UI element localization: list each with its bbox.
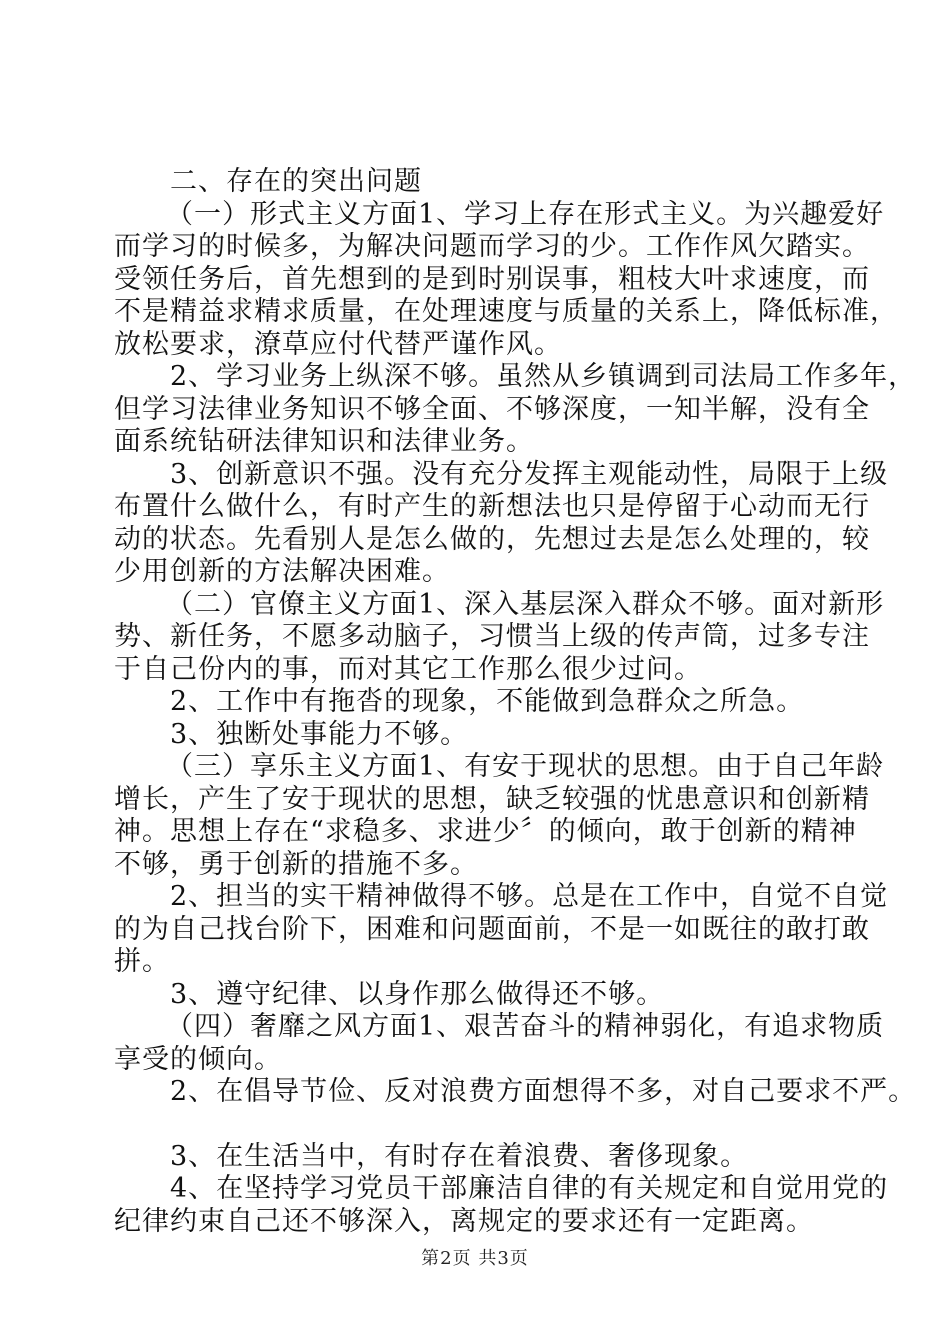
paragraph-line: 于自己份内的事，而对其它工作那么很少过问。 — [114, 653, 702, 685]
paragraph-line: 放松要求，潦草应付代替严谨作风。 — [114, 328, 562, 360]
paragraph-line: （四）奢靡之风方面1、艰苦奋斗的精神弱化，有追求物质 — [166, 1011, 885, 1042]
paragraph-line: 少用创新的方法解决困难。 — [114, 556, 450, 587]
paragraph-line: 的为自己找台阶下，困难和问题面前，不是一如既往的敢打敢 — [114, 913, 870, 945]
paragraph-line: （一）形式主义方面1、学习上存在形式主义。为兴趣爱好 — [166, 198, 885, 230]
paragraph-line: 增长，产生了安于现状的思想，缺乏较强的忧患意识和创新精 — [114, 783, 870, 815]
paragraph-line: 而学习的时候多，为解决问题而学习的少。工作作风欠踏实。 — [114, 231, 870, 262]
paragraph-line: 受领任务后，首先想到的是到时别误事，粗枝大叶求速度，而 — [114, 263, 870, 295]
paragraph-line: 布置什么做什么，有时产生的新想法也只是停留于心动而无行 — [114, 491, 870, 522]
paragraph-line: 3、遵守纪律、以身作那么做得还不够。 — [170, 978, 665, 1010]
paragraph-line: 3、独断处事能力不够。 — [170, 718, 469, 750]
section-heading: 二、存在的突出问题 — [170, 166, 422, 197]
paragraph-line: 不是精益求精求质量，在处理速度与质量的关系上，降低标准， — [114, 296, 898, 327]
paragraph-line: 3、在生活当中，有时存在着浪费、奢侈现象。 — [170, 1140, 749, 1172]
paragraph-line: （三）享乐主义方面1、有安于现状的思想。由于自己年龄 — [166, 751, 885, 782]
paragraph-line: 纪律约束自己还不够深入，离规定的要求还有一定距离。 — [114, 1205, 814, 1237]
paragraph-line: （二）官僚主义方面1、深入基层深入群众不够。面对新形 — [166, 588, 885, 620]
paragraph-line: 2、在倡导节俭、反对浪费方面想得不多，对自己要求不严。 — [170, 1076, 917, 1107]
paragraph-line: 动的状态。先看别人是怎么做的，先想过去是怎么处理的，较 — [114, 523, 870, 555]
paragraph-line: 拼。 — [114, 946, 170, 977]
paragraph-line: 4、在坚持学习党员干部廉洁自律的有关规定和自觉用党的 — [170, 1173, 889, 1204]
blank-line — [114, 1109, 854, 1141]
document-body — [114, 166, 917, 1238]
paragraph-line: 2、工作中有拖沓的现象，不能做到急群众之所急。 — [170, 686, 805, 717]
paragraph-line: 神。思想上存在“求稳多、求进少〞的倾向，敢于创新的精神 — [114, 816, 857, 847]
paragraph-line: 享受的倾向。 — [114, 1043, 282, 1075]
paragraph-line: 但学习法律业务知识不够全面、不够深度，一知半解，没有全 — [114, 393, 870, 425]
paragraph-line: 3、创新意识不强。没有充分发挥主观能动性，局限于上级 — [170, 458, 889, 490]
paragraph-line: 2、担当的实干精神做得不够。总是在工作中，自觉不自觉 — [170, 881, 889, 912]
paragraph-line: 面系统钻研法律知识和法律业务。 — [114, 426, 534, 457]
paragraph-line: 不够，勇于创新的措施不多。 — [114, 848, 478, 880]
paragraph-line: 势、新任务，不愿多动脑子，习惯当上级的传声筒，过多专注 — [114, 621, 870, 652]
page-footer: 第2页 共3页 — [421, 1248, 529, 1269]
paragraph-line: 2、学习业务上纵深不够。虽然从乡镇调到司法局工作多年， — [170, 361, 917, 392]
